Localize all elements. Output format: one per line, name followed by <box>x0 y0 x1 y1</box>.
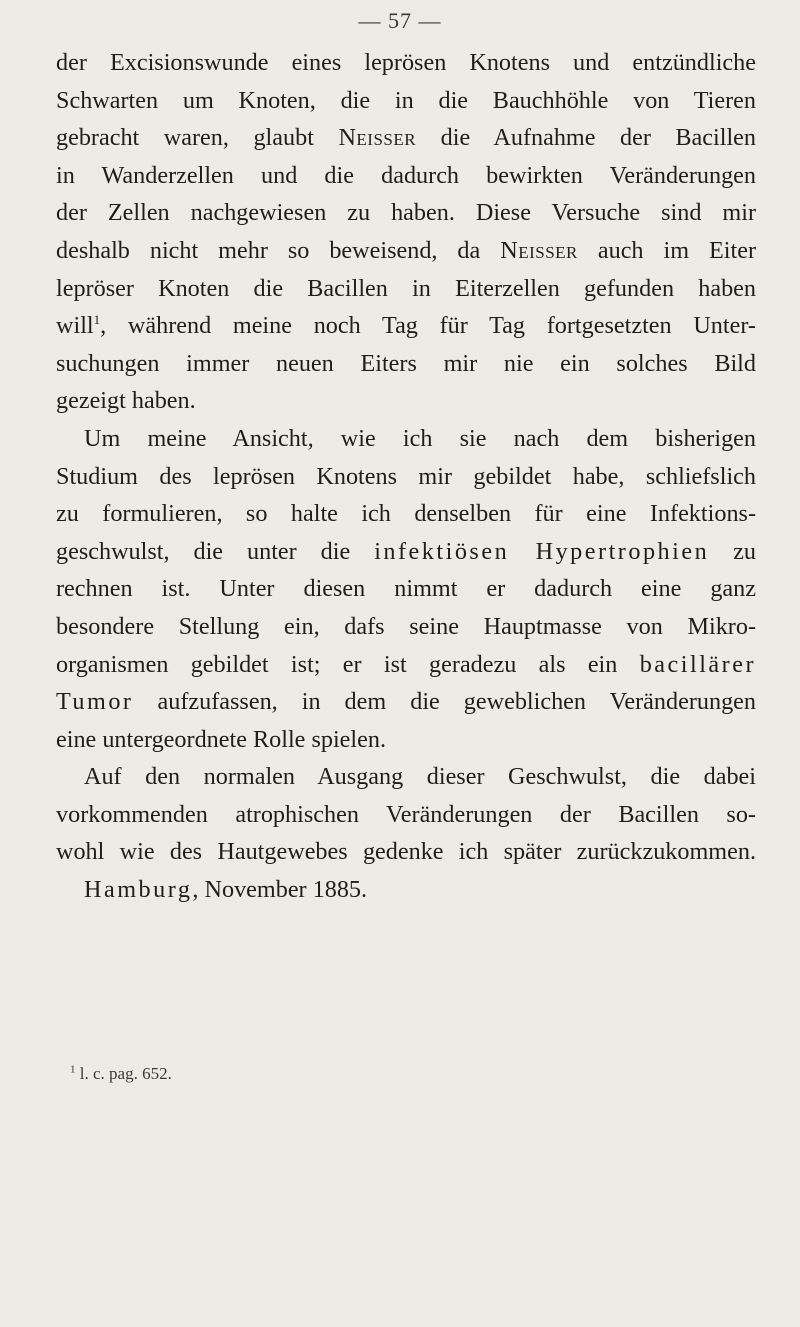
text-segment: lepröser Knoten die Bacillen in Eiterzellen gefunden haben <box>56 274 756 302</box>
text-line <box>56 82 756 120</box>
text-line <box>56 495 756 533</box>
text-segment: zu <box>709 537 756 565</box>
text-segment: Auf den normalen Ausgang dieser Geschwulst, die dabei <box>84 763 756 791</box>
text-segment: der Zellen nachgewiesen zu haben. Diese Versuche sind mir <box>56 199 756 227</box>
text-segment: eine untergeordnete Rolle spielen. <box>56 725 387 753</box>
text-line <box>56 157 756 195</box>
footnote-text: l. c. pag. 652. <box>75 1064 172 1083</box>
footnote <box>70 1064 172 1084</box>
text-segment: vorkommenden atrophischen Veränderungen der Bacillen so- <box>56 800 756 828</box>
text-segment: die Aufnahme der Bacillen <box>416 124 757 152</box>
text-segment: der Excisionswunde eines leprösen Knotens und entzündliche <box>56 49 756 76</box>
text-segment: gezeigt haben. <box>56 387 196 415</box>
text-line <box>56 232 756 270</box>
text-segment: gebracht waren, glaubt <box>56 124 339 152</box>
emphasized-term: infektiösen Hypertrophien <box>374 537 710 565</box>
date-text: , November 1885. <box>192 876 368 904</box>
signature-line <box>56 871 756 909</box>
text-segment: Schwarten um Knoten, die in die Bauchhöhle von Tieren <box>56 86 756 114</box>
text-segment: , während meine noch Tag für Tag fortgesetzten Unter- <box>100 312 756 340</box>
text-line <box>56 683 756 721</box>
text-line <box>56 570 756 608</box>
text-segment: suchungen immer neuen Eiters mir nie ein solches Bild <box>56 349 756 377</box>
text-line <box>56 533 756 571</box>
text-line <box>56 758 756 796</box>
text-segment: Studium des leprösen Knotens mir gebildet habe, schliefslich <box>56 462 756 490</box>
text-segment: organismen gebildet ist; er ist geradezu als ein <box>56 650 640 678</box>
text-segment: zu formulieren, so halte ich denselben für eine Infektions- <box>56 500 756 528</box>
text-segment: besondere Stellung ein, dafs seine Hauptmasse von Mikro- <box>56 612 756 640</box>
author-name: Neisser <box>338 124 417 152</box>
text-line <box>56 796 756 834</box>
text-segment: Um meine Ansicht, wie ich sie nach dem bisherigen <box>84 424 756 452</box>
emphasized-term: Tumor <box>56 688 134 716</box>
text-line <box>56 194 756 232</box>
text-segment: rechnen ist. Unter diesen nimmt er dadurch eine ganz <box>56 575 756 603</box>
author-name: Neisser <box>500 236 578 264</box>
text-line <box>56 420 756 458</box>
text-segment: geschwulst, die unter die <box>56 537 375 565</box>
page-number: — 57 — <box>358 8 442 33</box>
text-line <box>56 270 756 308</box>
text-line <box>56 382 756 420</box>
text-segment: aufzufassen, in dem die geweblichen Veränderungen <box>133 688 756 716</box>
text-line <box>56 608 756 646</box>
text-segment: in Wanderzellen und die dadurch bewirkten Veränderungen <box>56 161 756 189</box>
text-line <box>56 345 756 383</box>
text-line <box>56 458 756 496</box>
text-line <box>56 833 756 871</box>
body-text <box>56 44 756 909</box>
footnote-reference: 1 <box>93 312 101 328</box>
text-segment: auch im Eiter <box>577 236 756 264</box>
text-segment: deshalb nicht mehr so beweisend, da <box>56 236 501 264</box>
emphasized-term: bacillärer <box>639 650 756 678</box>
footnote-marker: 1 <box>70 1063 76 1076</box>
text-line <box>56 119 756 157</box>
text-segment: wohl wie des Hautgewebes gedenke ich später zurückzukommen. <box>56 838 756 866</box>
text-line <box>56 307 756 345</box>
text-segment: will <box>56 312 94 340</box>
text-line <box>56 721 756 759</box>
text-line <box>56 44 756 82</box>
text-line <box>56 646 756 684</box>
place-name: Hamburg <box>84 876 193 904</box>
